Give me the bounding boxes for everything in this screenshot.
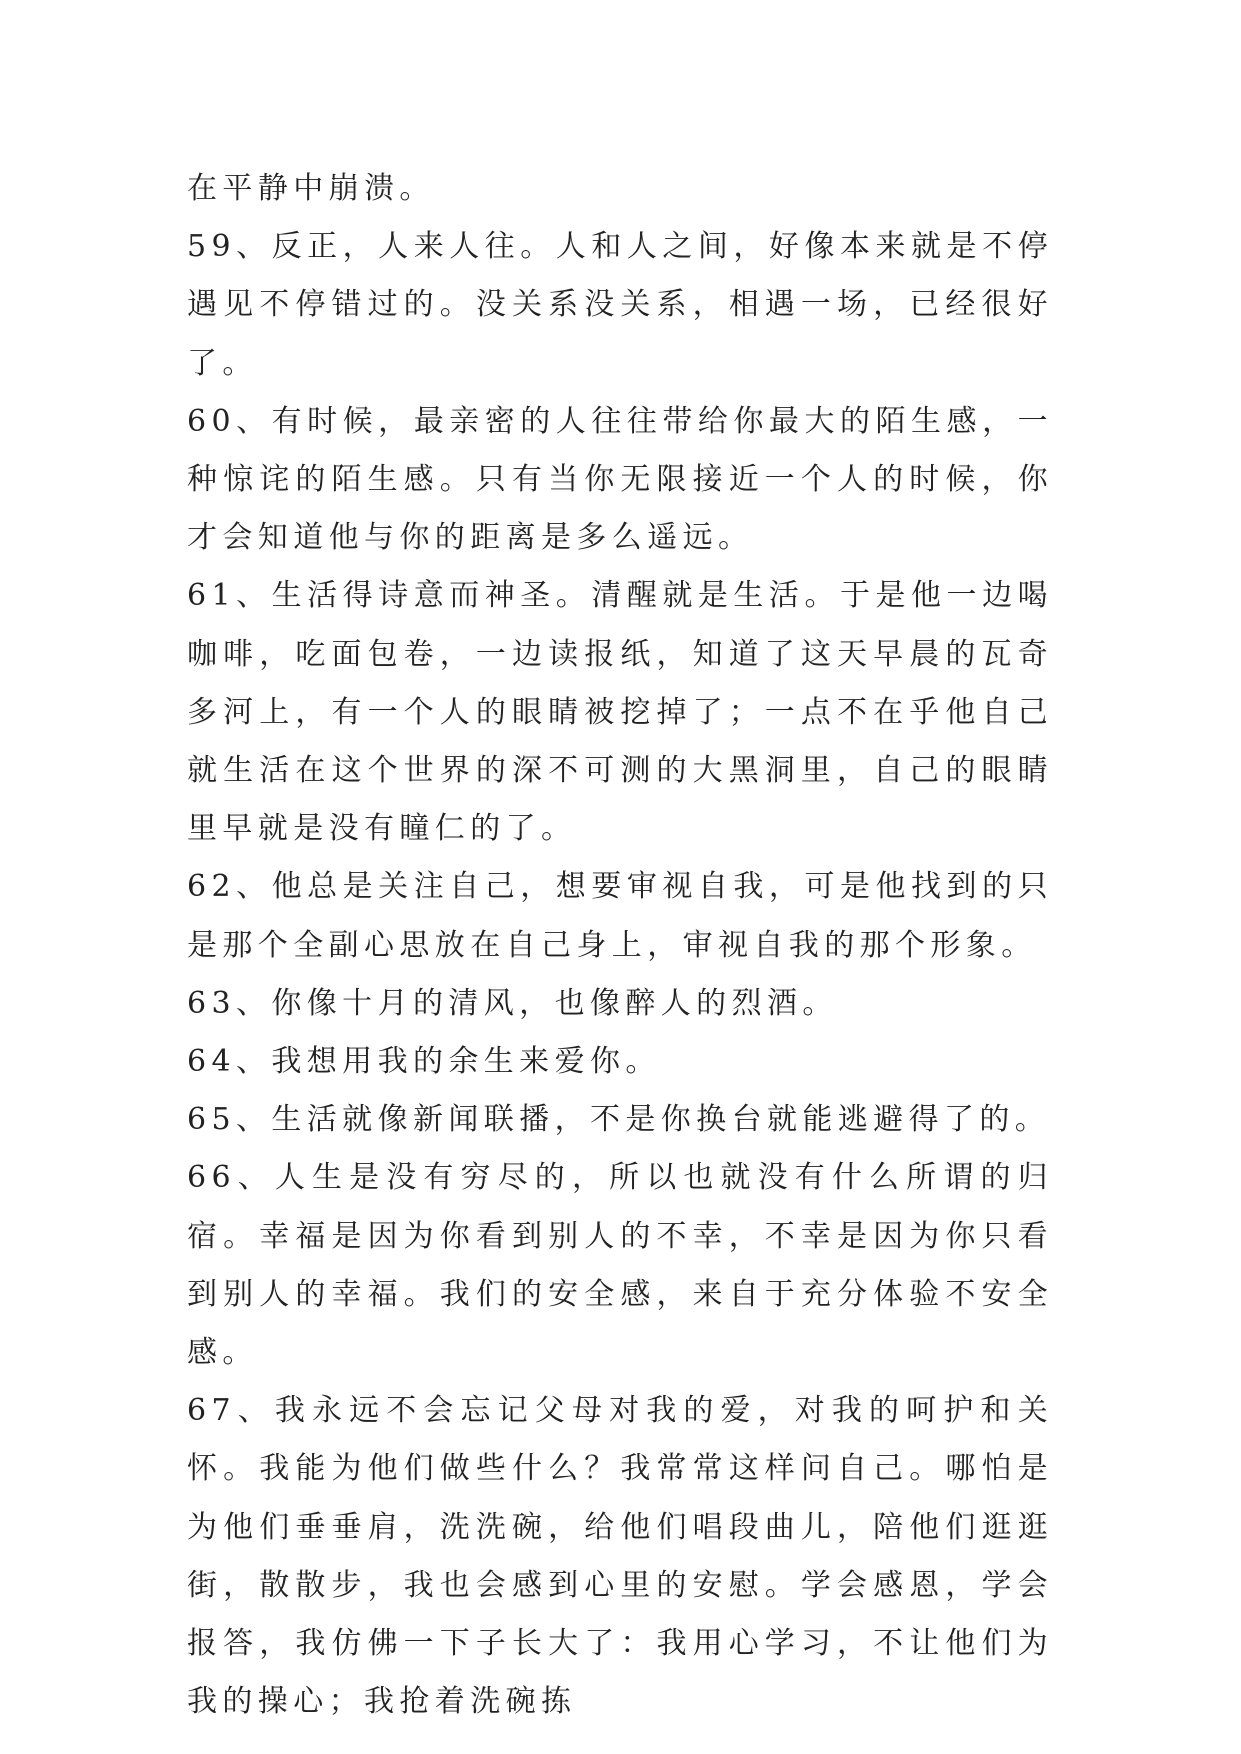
- paragraph-65: 65、生活就像新闻联播，不是你换台就能逃避得了的。: [187, 1102, 1051, 1138]
- paragraph-59: 59、反正，人来人往。人和人之间，好像本来就是不停遇见不停错过的。没关系没关系，相遇一场，已经很好了。: [187, 229, 1053, 381]
- paragraph-63: 63、你像十月的清风，也像醉人的烈酒。: [187, 985, 838, 1021]
- document-body: [187, 160, 1053, 1731]
- paragraph-continuation: 在平静中崩溃。: [187, 171, 435, 206]
- paragraph-62: 62、他总是关注自己，想要审视自我，可是他找到的只是那个全副心思放在自己身上，审视自我的那个形象。: [187, 869, 1053, 963]
- paragraph-67: 67、我永远不会忘记父母对我的爱，对我的呵护和关怀。我能为他们做些什么？我常常这样问自己。哪怕是为他们垂垂肩，洗洗碗，给他们唱段曲儿，陪他们逛逛街，散散步，我也会感到心里的安慰。学会感恩，学会报答，我仿佛一下子长大了：我用心学习，不让他们为我的操心；我抢着洗碗拣: [187, 1393, 1053, 1720]
- paragraph-61: 61、生活得诗意而神圣。清醒就是生活。于是他一边喝咖啡，吃面包卷，一边读报纸，知道了这天早晨的瓦奇多河上，有一个人的眼睛被挖掉了；一点不在乎他自己就生活在这个世界的深不可测的大黑洞里，自己的眼睛里早就是没有瞳仁的了。: [187, 578, 1053, 847]
- paragraph-60: 60、有时候，最亲密的人往往带给你最大的陌生感，一种惊诧的陌生感。只有当你无限接近一个人的时候，你才会知道他与你的距离是多么遥远。: [187, 403, 1053, 556]
- paragraph-66: 66、人生是没有穷尽的，所以也就没有什么所谓的归宿。幸福是因为你看到别人的不幸，不幸是因为你只看到别人的幸福。我们的安全感，来自于充分体验不安全感。: [187, 1160, 1053, 1371]
- paragraph-64: 64、我想用我的余生来爱你。: [187, 1044, 661, 1080]
